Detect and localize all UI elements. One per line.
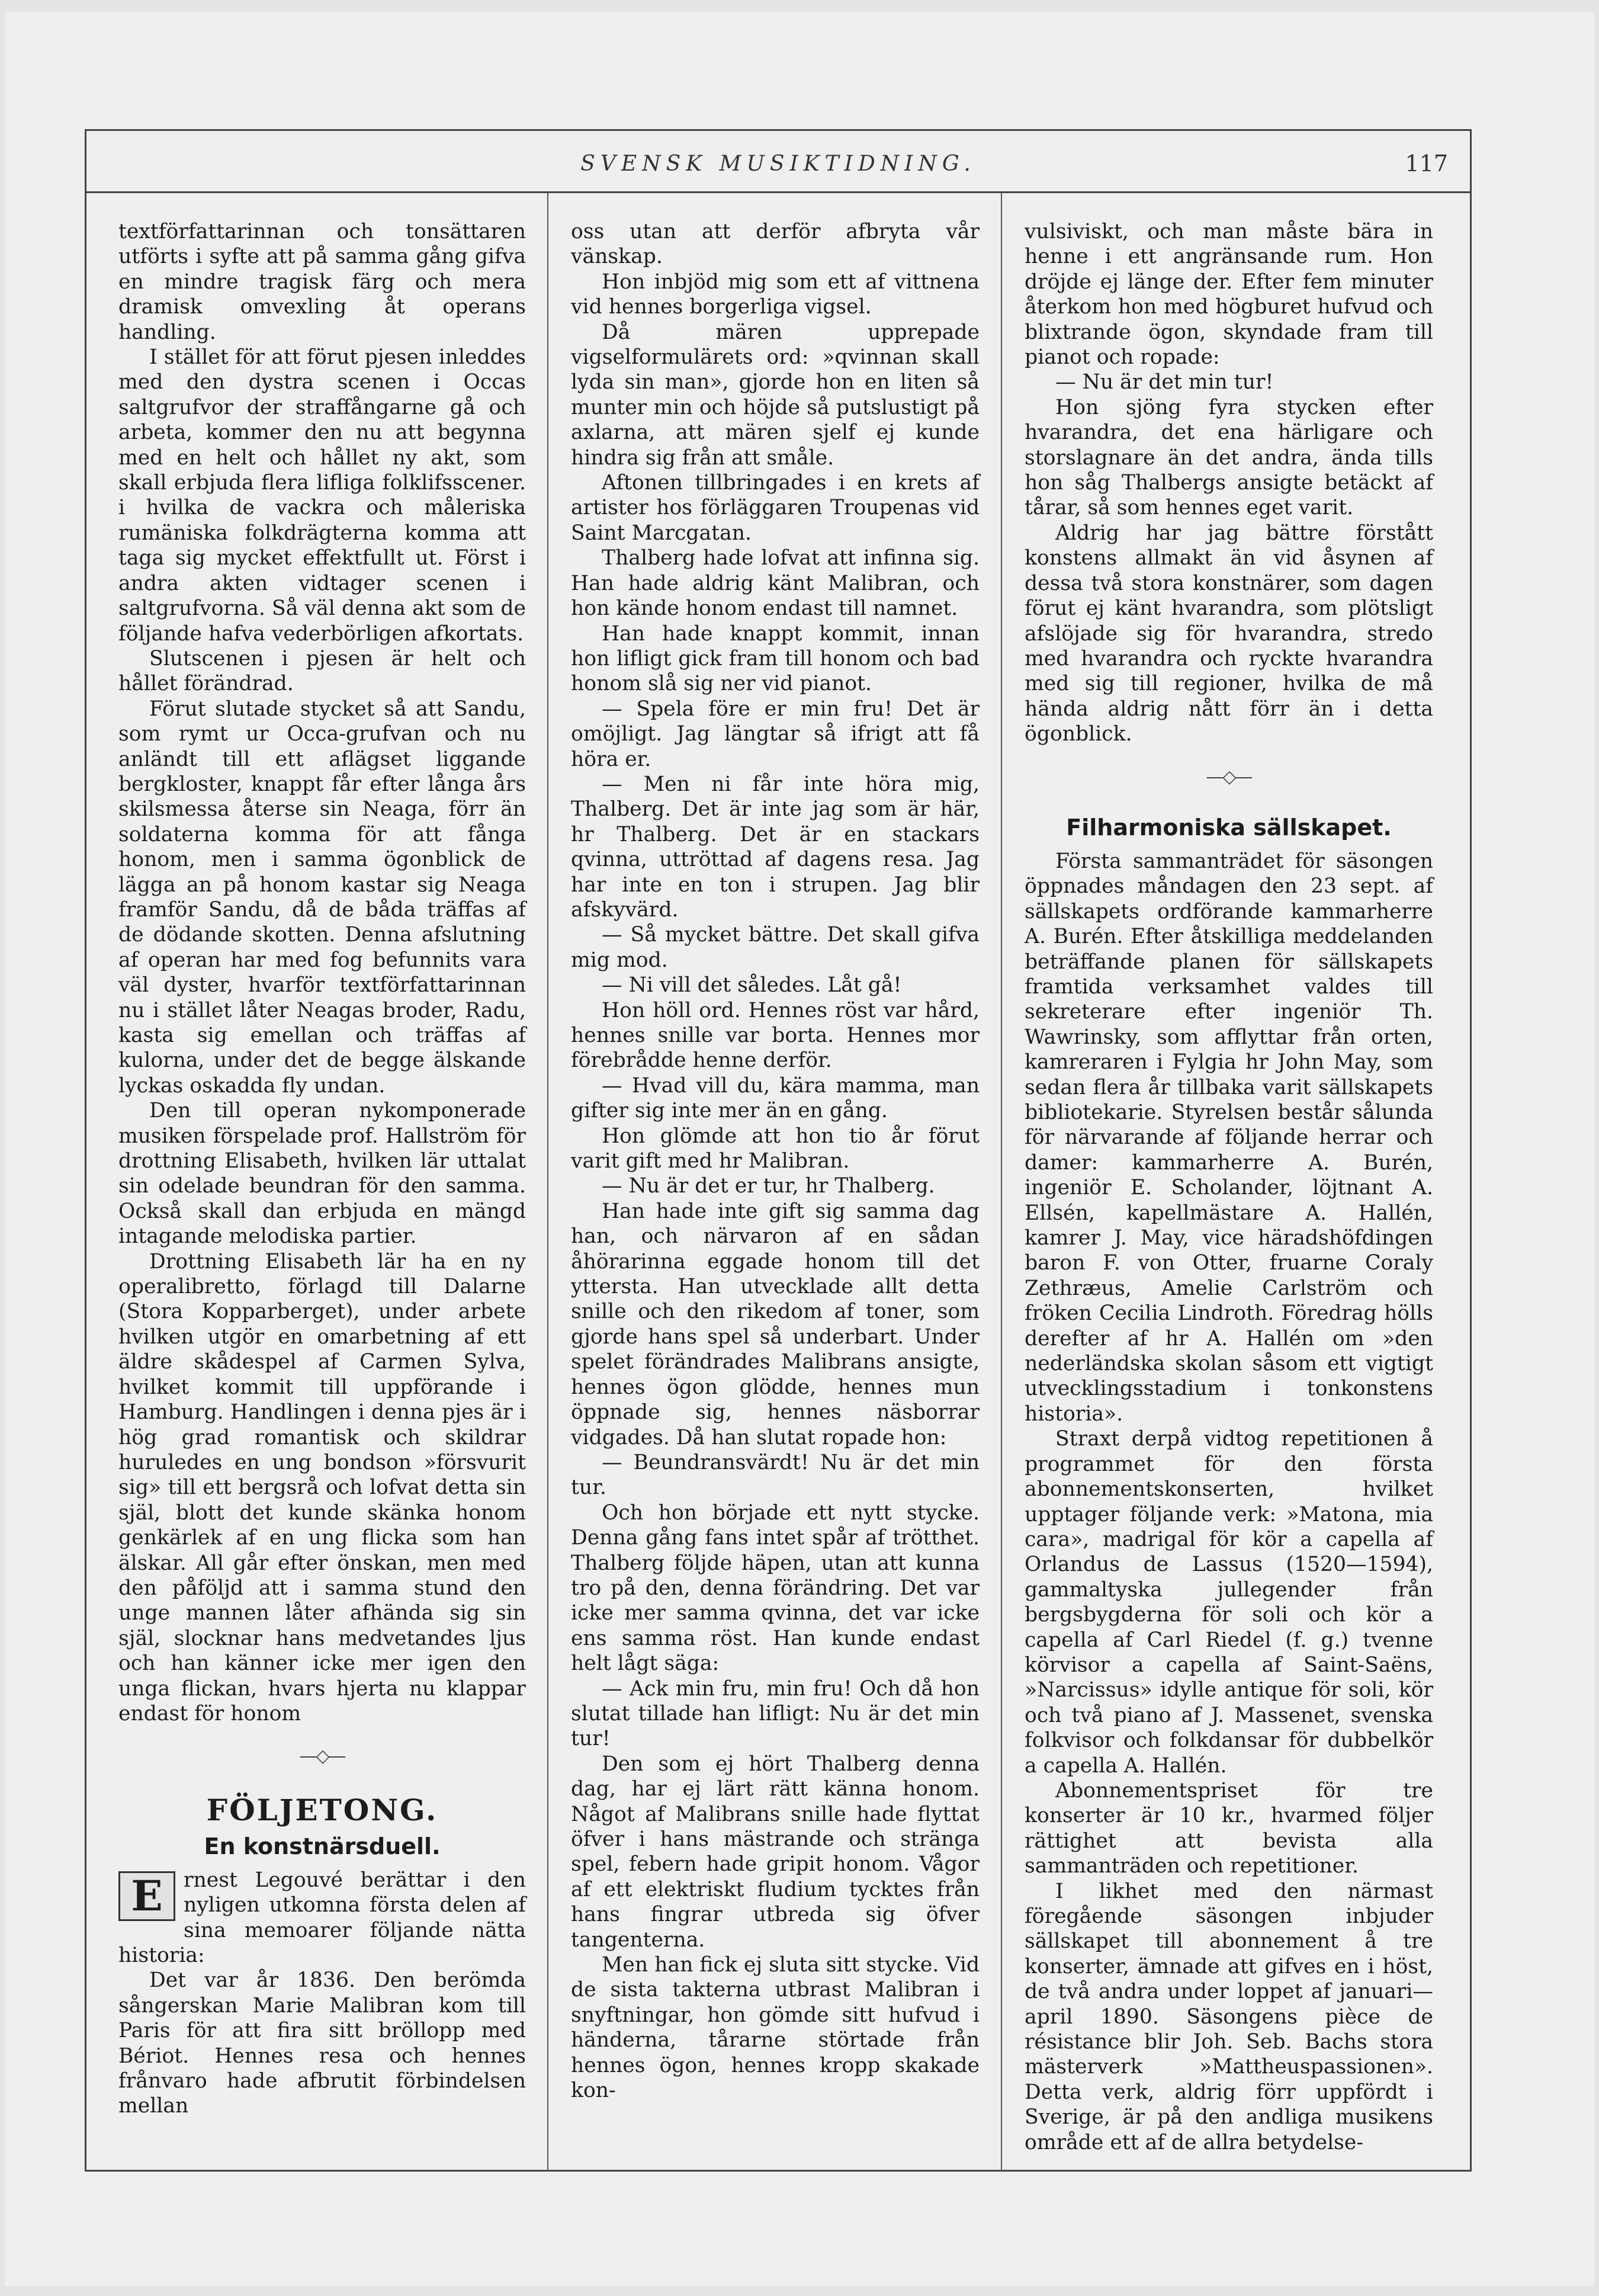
paragraph: — Hvad vill du, kära mamma, man gifter sig inte mer än en gång. <box>571 1073 980 1123</box>
paragraph: Men han fick ej sluta sitt stycke. Vid de sista takterna utbrast Malibran i snyftningar, hon gömde sitt hufvud i händerna, tårarne störtade från hennes ögon, hennes kropp skakade kon- <box>571 1953 980 2103</box>
section-title: Filharmoniska sällskapet. <box>1066 814 1392 841</box>
story-opening-text: rnest Legouvé berättar i den nyligen utkomna första delen af sina memoarer följande nätta historia: <box>118 1868 526 1967</box>
paragraph: — Ack min fru, min fru! Och då hon slutat tillade han lifligt: Nu är det min tur! <box>571 1676 980 1751</box>
paragraph: I likhet med den närmast föregående säsongen inbjuder sällskapet till abonnement å tre konserter, ämnade att gifves en i höst, de två andra under loppet af januari—april 1890. Säsongens pièce de résistance blir Joh. Seb. Bachs stora mästerverk »Mattheuspassionen». Detta verk, aldrig förr uppfördt i Sverige, är på den andliga musikens område ett af de allra betydelse- <box>1025 1879 1433 2154</box>
paragraph: textförfattarinnan och tonsättaren utförts i syfte att på samma gång gifva en mindre tragisk färg och mera dramisk omvexling åt operans handling. <box>118 220 526 344</box>
column-rule <box>547 193 548 2172</box>
paragraph: Och hon började ett nytt stycke. Denna gång fans intet spår af trötthet. Thalberg följde häpen, utan att kunna tro på den, denna förändring. Det var icke mer samma qvinna, det var icke ens samma röst. Han kunde endast helt lågt säga: <box>571 1500 980 1676</box>
paragraph: — Spela före er min fru! Det är omöjligt. Jag längtar så ifrigt att få höra er. <box>571 697 980 771</box>
story-opening <box>118 1868 526 1968</box>
paragraph: Aftonen tillbringades i en krets af artister hos förläggaren Troupenas vid Saint Marcgatan. <box>571 471 980 545</box>
paragraph: vulsiviskt, och man måste bära in henne i ett angränsande rum. Hon dröjde ej länge der. Efter fem minuter återkom hon med högburet hufvud och blixtrande ögon, skyndade fram till pianot och ropade: <box>1025 220 1433 370</box>
paragraph: — Så mycket bättre. Det skall gifva mig mod. <box>571 923 980 972</box>
paragraph: Aldrig har jag bättre förstått konstens allmakt än vid åsynen af dessa två stora konstnärer, som dagen förut ej känt hvarandra, som plötsligt afslöjade sig för hvarandra, stredo med hvarandra och ryckte hvarandra med sig till regioner, hvilka de må hända aldrig nått förr än i detta ögonblick. <box>1025 521 1433 746</box>
paragraph: Den till operan nykomponerade musiken förspelade prof. Hallström för drottning Elisabeth, hvilken lär uttalat sin odelade beundran för den samma. Också skall dan erbjuda en mängd intagande melodiska partier. <box>118 1099 526 1249</box>
paragraph: Drottning Elisabeth lär ha en ny operalibretto, förlagd till Dalarne (Stora Kopparberget), under arbete hvilken utgör en omarbetning af ett äldre skådespel af Carmen Sylva, hvilket kommit till uppförande i Hamburg. Handlingen i denna pjes är i hög grad romantisk och skildrar huruledes en ung bondson »försvurit sig» till ett bergsrå och lofvat detta sin själ, blott det kunde skänka honom genkärlek af en ung flicka som han älskar. All går efter önskan, men med den påföljd att i samma stund den unge mannen låter afhända sig sin själ, slocknar hans medvetandes ljus och han känner icke mer igen den unga flickan, hvars hjerta nu klappar endast för honom <box>118 1249 526 1726</box>
paragraph: Han hade knappt kommit, innan hon lifligt gick fram till honom och bad honom slå sig ner vid pianot. <box>571 621 980 696</box>
paragraph: Hon glömde att hon tio år förut varit gift med hr Malibran. <box>571 1124 980 1173</box>
column-3 <box>1025 219 1433 2155</box>
paragraph: oss utan att derför afbryta vår vänskap. <box>571 220 980 269</box>
running-title: SVENSK MUSIKTIDNING. <box>580 152 976 176</box>
feuilleton-heading: FÖLJETONG. <box>206 1792 438 1827</box>
paragraph: Slutscenen i pjesen är helt och hållet förändrad. <box>118 646 526 696</box>
paragraph: I stället för att förut pjesen inleddes med den dystra scenen i Occas saltgrufvor der straffångarne gå och arbeta, kommer den nu att begynna med en helt och hållet ny akt, som skall erbjuda flera lifliga folklifsscener. i hvilka de vackra och måleriska rumäniska folkdrägterna komma att taga sig mycket effektfullt ut. Först i andra akten vidtager scenen i saltgrufvorna. Så väl denna akt som de följande hafva vederbörligen afkortats. <box>118 345 526 646</box>
paragraph: — Nu är det min tur! <box>1055 370 1274 395</box>
dropcap: E <box>118 1871 175 1921</box>
paragraph: Då mären upprepade vigselformulärets ord: »qvinnan skall lyda sin man», gjorde hon en liten så munter min och höjde så putslustigt på axlarna, att mären sjelf ej kunde hindra sig från att småle. <box>571 320 980 470</box>
column-2 <box>571 219 980 2103</box>
paragraph: — Beundransvärdt! Nu är det min tur. <box>571 1450 980 1500</box>
paragraph: — Ni vill det således. Låt gå! <box>602 973 902 998</box>
paragraph: — Men ni får inte höra mig, Thalberg. Det är inte jag som är här, hr Thalberg. Det är en stackars qvinna, uttröttad af dagens resa. Jag har inte en ton i strupen. Jag blir afskyvärd. <box>571 772 980 922</box>
paragraph: Det var år 1836. Den berömda sångerskan Marie Malibran kom till Paris för att fira sitt bröllopp med Bériot. Hennes resa och hennes frånvaro hade afbrutit förbindelsen mellan <box>118 1968 526 2118</box>
paragraph: Hon inbjöd mig som ett af vittnena vid hennes borgerliga vigsel. <box>571 270 980 319</box>
page-number: 117 <box>1405 150 1448 177</box>
paragraph: Han hade inte gift sig samma dag han, och närvaron af en sådan åhörarinna eggade honom till det yttersta. Han utvecklade allt detta snille och den rikedom af toner, som gjorde hans spel så underbart. Under spelet förändrades Malibrans ansigte, hennes ögon glödde, hennes mun öppnade sig, hennes näsborrar vidgades. Då han slutat ropade hon: <box>571 1199 980 1450</box>
paragraph: Straxt derpå vidtog repetitionen å programmet för den första abonnementskonserten, hvilket upptager följande verk: »Matona, mia cara», madrigal för kör a capella af Orlandus de Lassus (1520—1594), gammaltyska jullegender från bergsbygderna för soli och kör a capella af Carl Riedel (f. g.) tvenne körvisor a capella af Saint-Saëns, »Narcissus» idylle antique för soli, kör och två piano af J. Massenet, svenska folkvisor och folkdansar för dubbelkör a capella A. Hallén. <box>1025 1427 1433 1778</box>
paragraph: Första sammanträdet för säsongen öppnades måndagen den 23 sept. af sällskapets ordförande kammarherre A. Burén. Efter åtskilliga meddelanden beträffande planen för sällskapets framtida verksamhet valdes till sekreterare efter ingeniör Th. Wawrinsky, som afflyttar från orten, kamreraren i Fylgia hr John May, som sedan flera år tillbaka varit sällskapets bibliotekarie. Styrelsen består sålunda för närvarande af följande herrar och damer: kammarherre A. Burén, ingeniör E. Scholander, löjtnant A. Ellsén, kapellmästare A. Hallén, kamrer J. May, vice häradshöfdingen baron F. von Otter, fruarne Coraly Zethræus, Amelie Carlström och fröken Cecilia Lindroth. Föredrag hölls derefter af hr A. Hallén om »den nederländska skolan såsom ett vigtigt utvecklingsstadium i tonkonstens historia». <box>1025 849 1433 1426</box>
paragraph: Abonnementspriset för tre konserter är 10 kr., hvarmed följer rättighet att bevista alla sammanträden och repetitioner. <box>1025 1778 1433 1878</box>
paragraph: Den som ej hört Thalberg denna dag, har ej lärt rätt känna honom. Något af Malibrans snille hade flyttat öfver i hans mästrande och stränga spel, febern hade gripit honom. Vågor af ett elektriskt fludium tycktes från hans fingrar utbreda sig öfver tangenterna. <box>571 1752 980 1952</box>
paragraph: — Nu är det er tur, hr Thalberg. <box>602 1174 935 1198</box>
paragraph: Hon höll ord. Hennes röst var hård, hennes snille var borta. Hennes mor förebrådde henne derför. <box>571 998 980 1073</box>
story-title: En konstnärsduell. <box>204 1833 441 1859</box>
column-1 <box>118 219 526 2119</box>
paragraph: Förut slutade stycket så att Sandu, som rymt ur Occa-grufvan och nu anländt till ett aflägset liggande bergkloster, knappt får efter långa års skilsmessa återse sin Neaga, förr än soldaterna komma för att fånga honom, men i samma ögonblick de lägga an på honom kastar sig Neaga framför Sandu, då de båda träffas af de dödande skotten. Denna afslutning af operan har med fog befunnits vara väl dyster, hvarför textförfattarinnan nu i stället låter Neagas broder, Radu, kasta sig emellan och träffas af kulorna, under det de begge älskande lyckas oskadda fly undan. <box>118 697 526 1098</box>
ornament-divider: —◇— <box>1206 766 1252 787</box>
running-header <box>85 129 1472 193</box>
paragraph: Hon sjöng fyra stycken efter hvarandra, det ena härligare och storslagnare än det andra, ända tills hon såg Thalbergs ansigte betäckt af tårar, så som hennes eget varit. <box>1025 395 1433 520</box>
column-rule <box>1001 193 1002 2172</box>
ornament-divider: —◇— <box>299 1746 345 1767</box>
paragraph: Thalberg hade lofvat att infinna sig. Han hade aldrig känt Malibran, och hon kände honom endast till namnet. <box>571 546 980 621</box>
